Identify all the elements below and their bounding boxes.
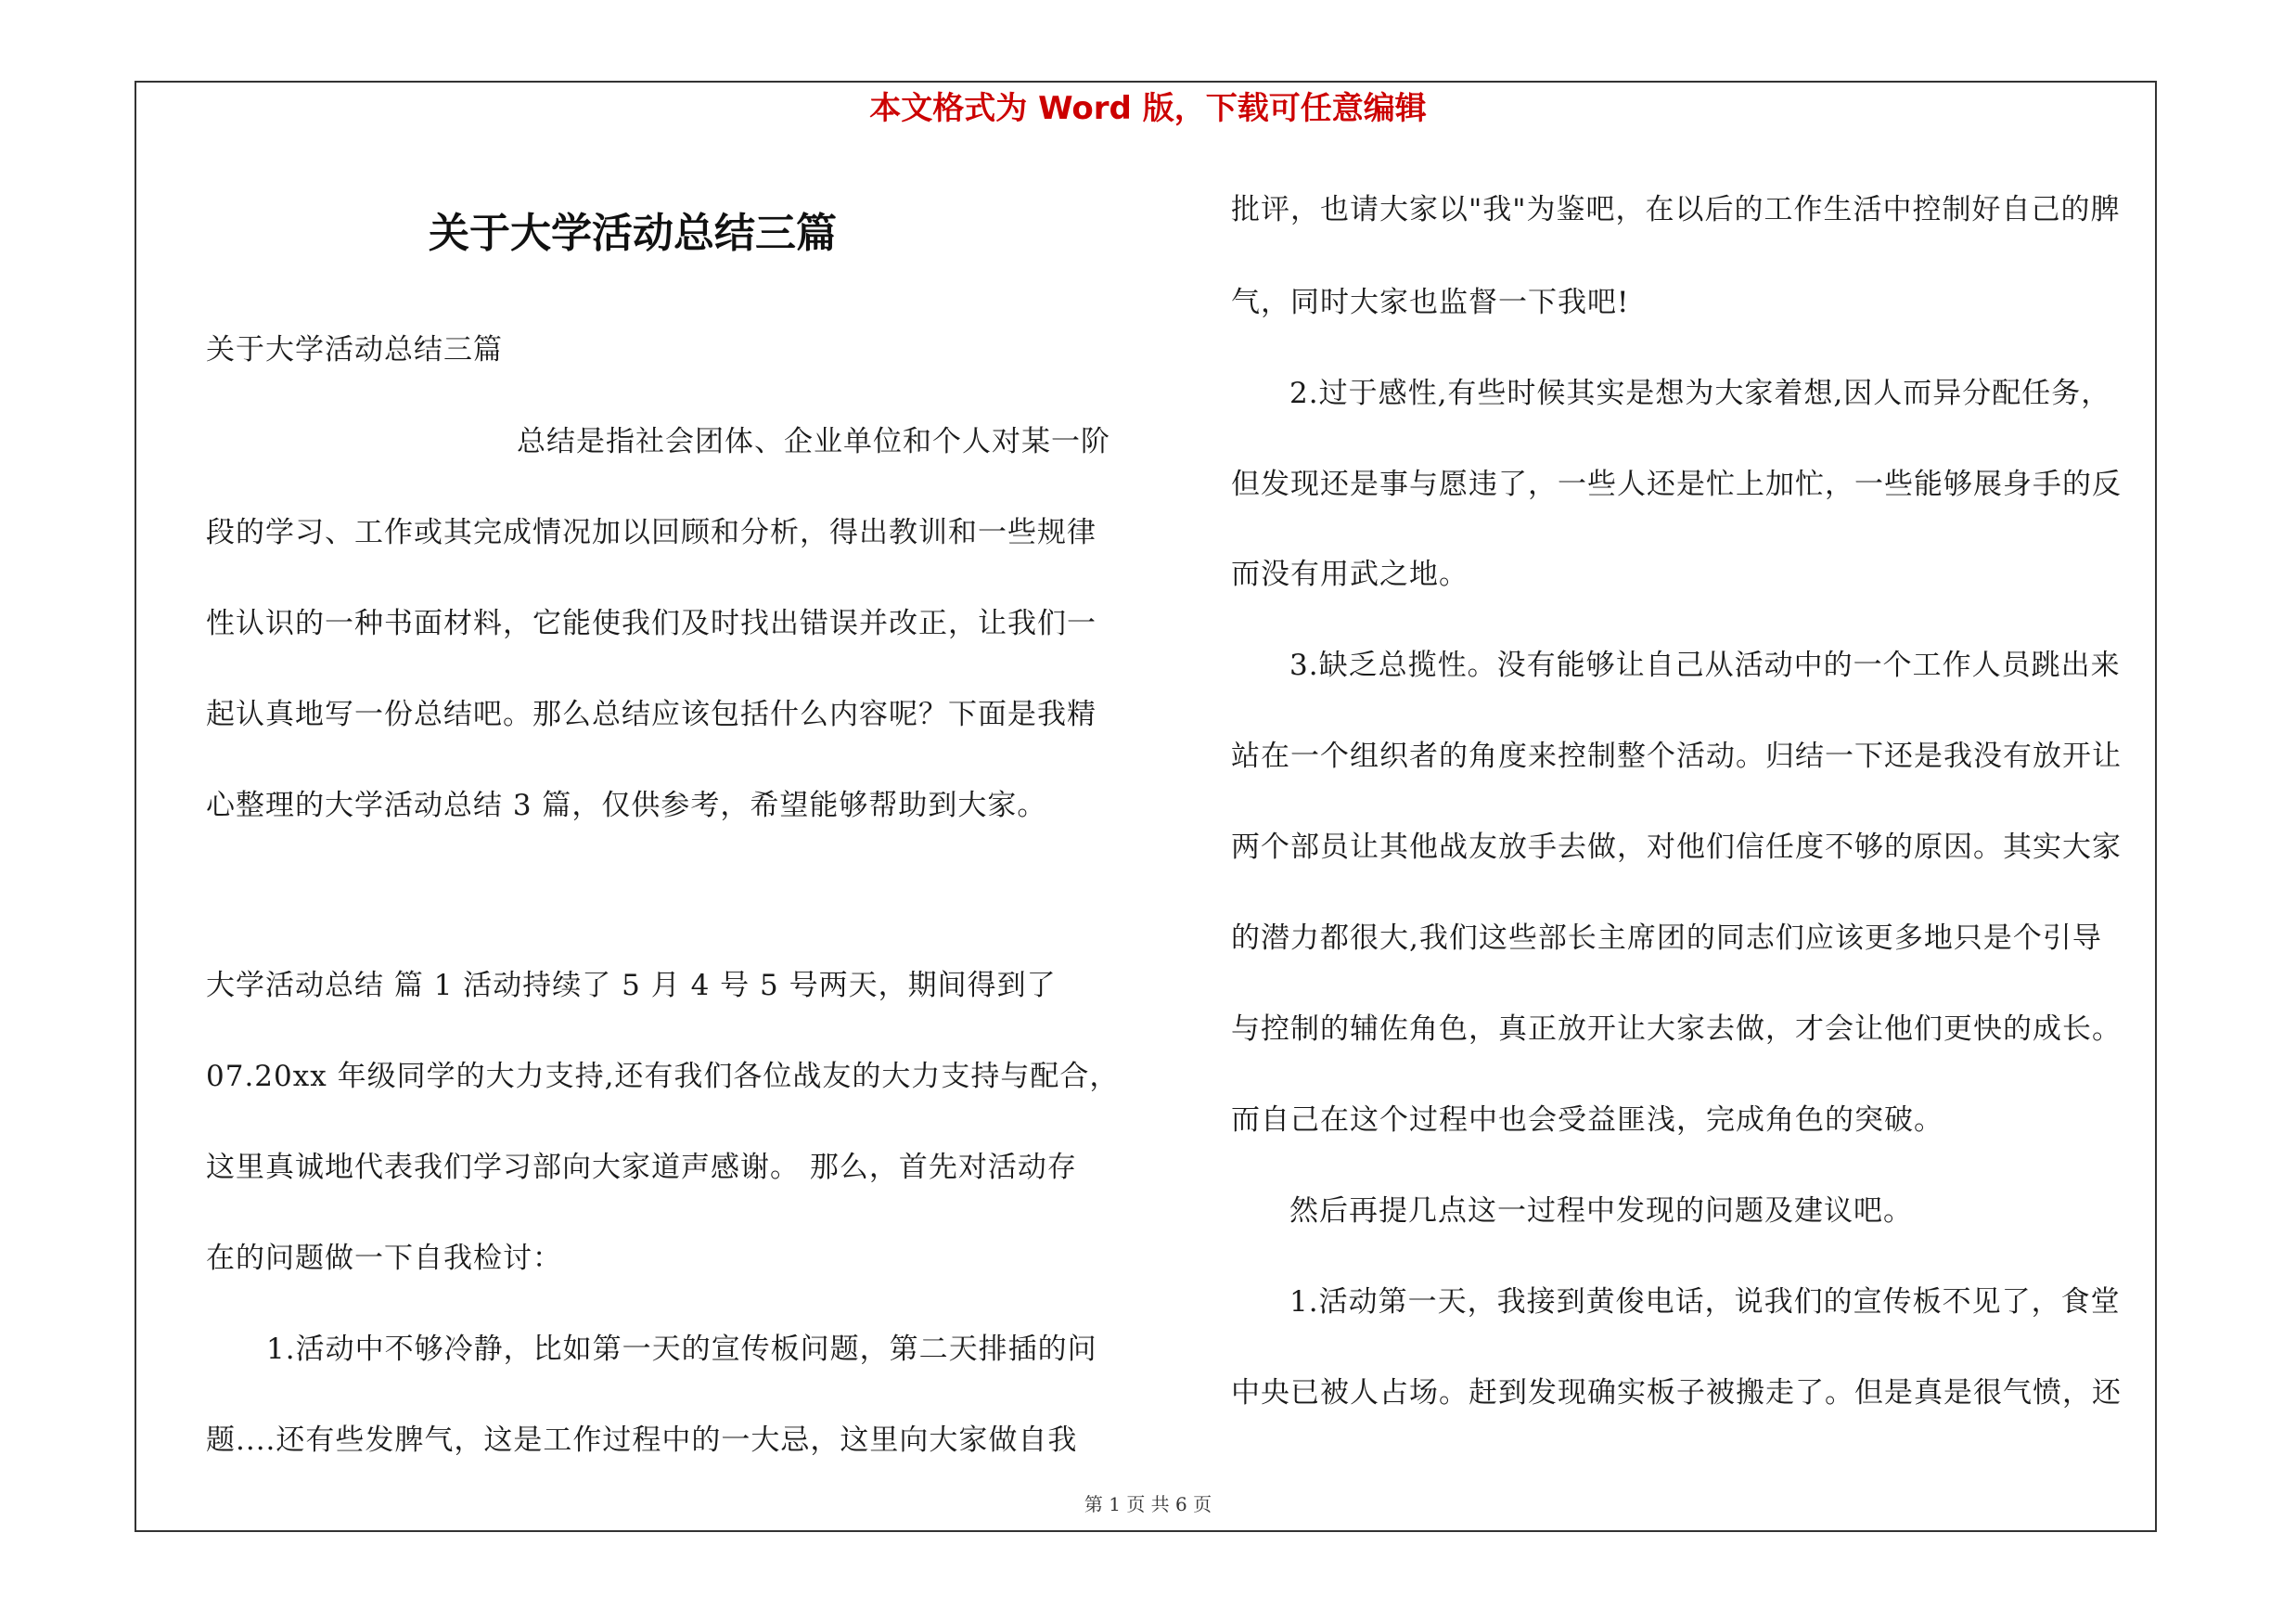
paragraph-line: 题....还有些发脾气，这是工作过程中的一大忌，这里向大家做自我 (206, 1423, 1078, 1457)
paragraph-line: 中央已被人占场。赶到发现确实板子被搬走了。但是真是很气愤，还 (1231, 1376, 2122, 1410)
paragraph-line: 这里真诚地代表我们学习部向大家道声感谢。 那么，首先对活动存 (206, 1151, 1077, 1184)
paragraph-line: 在的问题做一下自我检讨： (206, 1242, 562, 1275)
document-title: 关于大学活动总结三篇 (429, 210, 837, 257)
paragraph-line: 1.活动第一天，我接到黄俊电话，说我们的宣传板不见了，食堂 (1289, 1285, 2121, 1319)
paragraph-line: 段的学习、工作或其完成情况加以回顾和分析，得出教训和一些规律 (206, 516, 1097, 549)
paragraph-line: 1.活动中不够冷静，比如第一天的宣传板问题，第二天排插的问 (266, 1333, 1097, 1366)
paragraph-line: 站在一个组织者的角度来控制整个活动。归结一下还是我没有放开让 (1231, 740, 2122, 773)
paragraph-line: 但发现还是事与愿违了，一些人还是忙上加忙，一些能够展身手的反 (1231, 468, 2122, 501)
paragraph-line: 总结是指社会团体、企业单位和个人对某一阶 (517, 425, 1110, 458)
paragraph-line: 气，同时大家也监督一下我吧! (1231, 286, 1630, 319)
paragraph-line: 而自己在这个过程中也会受益匪浅，完成角色的突破。 (1231, 1103, 1943, 1137)
paragraph-line: 然后再提几点这一过程中发现的问题及建议吧。 (1289, 1194, 1913, 1228)
paragraph-line: 的潜力都很大,我们这些部长主席团的同志们应该更多地只是个引导 (1231, 921, 2102, 955)
page-number: 第 1 页 共 6 页 (1084, 1493, 1212, 1515)
paragraph-line: 3.缺乏总揽性。没有能够让自己从活动中的一个工作人员跳出来 (1289, 649, 2121, 682)
paragraph-line: 大学活动总结 篇 1 活动持续了 5 月 4 号 5 号两天，期间得到了 (206, 969, 1057, 1002)
paragraph-line: 批评，也请大家以"我"为鉴吧，在以后的工作生活中控制好自己的脾 (1231, 193, 2121, 226)
paragraph-line: 关于大学活动总结三篇 (206, 333, 503, 367)
format-banner: 本文格式为 Word 版，下载可任意编辑 (869, 90, 1427, 127)
paragraph-line: 两个部员让其他战友放手去做，对他们信任度不够的原因。其实大家 (1231, 831, 2122, 864)
paragraph-line: 而没有用武之地。 (1231, 558, 1469, 591)
paragraph-line: 性认识的一种书面材料，它能使我们及时找出错误并改正，让我们一 (206, 607, 1097, 640)
paragraph-line: 心整理的大学活动总结 3 篇，仅供参考，希望能够帮助到大家。 (206, 789, 1047, 822)
paragraph-line: 07.20xx 年级同学的大力支持,还有我们各位战友的大力支持与配合， (206, 1060, 1120, 1093)
paragraph-line: 与控制的辅佐角色，真正放开让大家去做，才会让他们更快的成长。 (1231, 1012, 2122, 1046)
paragraph-line: 2.过于感性,有些时候其实是想为大家着想,因人而异分配任务， (1289, 377, 2111, 410)
paragraph-line: 起认真地写一份总结吧。那么总结应该包括什么内容呢？下面是我精 (206, 698, 1097, 731)
